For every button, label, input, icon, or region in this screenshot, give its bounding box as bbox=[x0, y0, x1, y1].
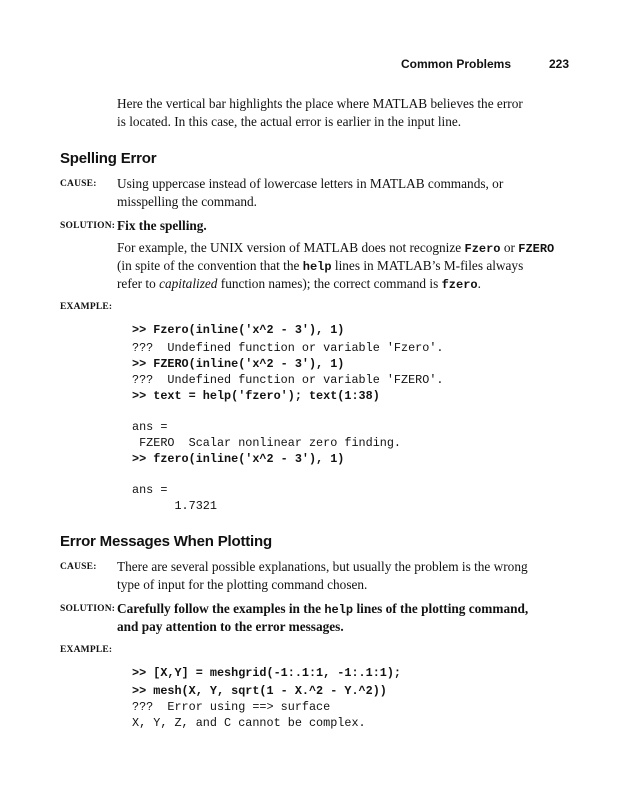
inline-code: help bbox=[302, 260, 332, 274]
code-line: 1.7321 bbox=[132, 499, 217, 513]
solution-label: SOLUTION: bbox=[60, 604, 116, 614]
section-heading-plotting-errors: Error Messages When Plotting bbox=[60, 533, 272, 550]
cause-label: CAUSE: bbox=[60, 562, 97, 572]
solution-line-2: and pay attention to the error messages. bbox=[117, 619, 344, 634]
cause-label: CAUSE: bbox=[60, 179, 97, 189]
inline-code: help bbox=[324, 603, 354, 617]
code-line: ??? Error using ==> surface bbox=[132, 700, 331, 714]
code-line: ??? Undefined function or variable 'Fzero'. bbox=[132, 341, 444, 355]
code-line: FZERO Scalar nonlinear zero finding. bbox=[132, 436, 402, 450]
intro-line-2: is located. In this case, the actual error is earlier in the input line. bbox=[117, 114, 462, 129]
code-line: >> [X,Y] = meshgrid(-1:.1:1, -1:.1:1); bbox=[132, 666, 402, 680]
body-line-3: refer to capitalized function names); the correct command is fzero. bbox=[117, 276, 481, 292]
code-line: X, Y, Z, and C cannot be complex. bbox=[132, 716, 366, 730]
code-line: >> mesh(X, Y, sqrt(1 - X.^2 - Y.^2)) bbox=[132, 684, 387, 698]
section-heading-spelling-error: Spelling Error bbox=[60, 150, 157, 167]
intro-line-1: Here the vertical bar highlights the place where MATLAB believes the error bbox=[117, 96, 523, 111]
solution-text: Fix the spelling. bbox=[117, 218, 207, 233]
code-line: ??? Undefined function or variable 'FZERO'. bbox=[132, 373, 444, 387]
body-line-2: (in spite of the convention that the help lines in MATLAB’s M-files always bbox=[117, 258, 524, 274]
code-line: >> Fzero(inline('x^2 - 3'), 1) bbox=[132, 323, 345, 337]
page-header bbox=[0, 57, 624, 73]
code-line: ans = bbox=[132, 483, 168, 497]
page-number: 223 bbox=[548, 57, 569, 71]
code-line: >> FZERO(inline('x^2 - 3'), 1) bbox=[132, 357, 345, 371]
code-line: >> text = help('fzero'); text(1:38) bbox=[132, 389, 380, 403]
solution-label: SOLUTION: bbox=[60, 221, 116, 231]
inline-code: Fzero bbox=[464, 242, 501, 256]
code-line: ans = bbox=[132, 420, 168, 434]
cause-line-2: misspelling the command. bbox=[117, 194, 257, 209]
example-label: EXAMPLE: bbox=[60, 645, 113, 655]
running-title: Common Problems bbox=[400, 57, 511, 71]
solution-line-1: Carefully follow the examples in the help lines of the plotting command, bbox=[117, 601, 529, 617]
cause-line-2: type of input for the plotting command chosen. bbox=[117, 577, 368, 592]
inline-code: fzero bbox=[441, 278, 478, 292]
example-label: EXAMPLE: bbox=[60, 302, 113, 312]
code-line: >> fzero(inline('x^2 - 3'), 1) bbox=[132, 452, 345, 466]
cause-line-1: Using uppercase instead of lowercase letters in MATLAB commands, or bbox=[117, 176, 504, 191]
cause-line-1: There are several possible explanations, but usually the problem is the wrong bbox=[117, 559, 528, 574]
inline-code: FZERO bbox=[518, 242, 555, 256]
body-line-1: For example, the UNIX version of MATLAB does not recognize Fzero or FZERO bbox=[117, 240, 555, 256]
